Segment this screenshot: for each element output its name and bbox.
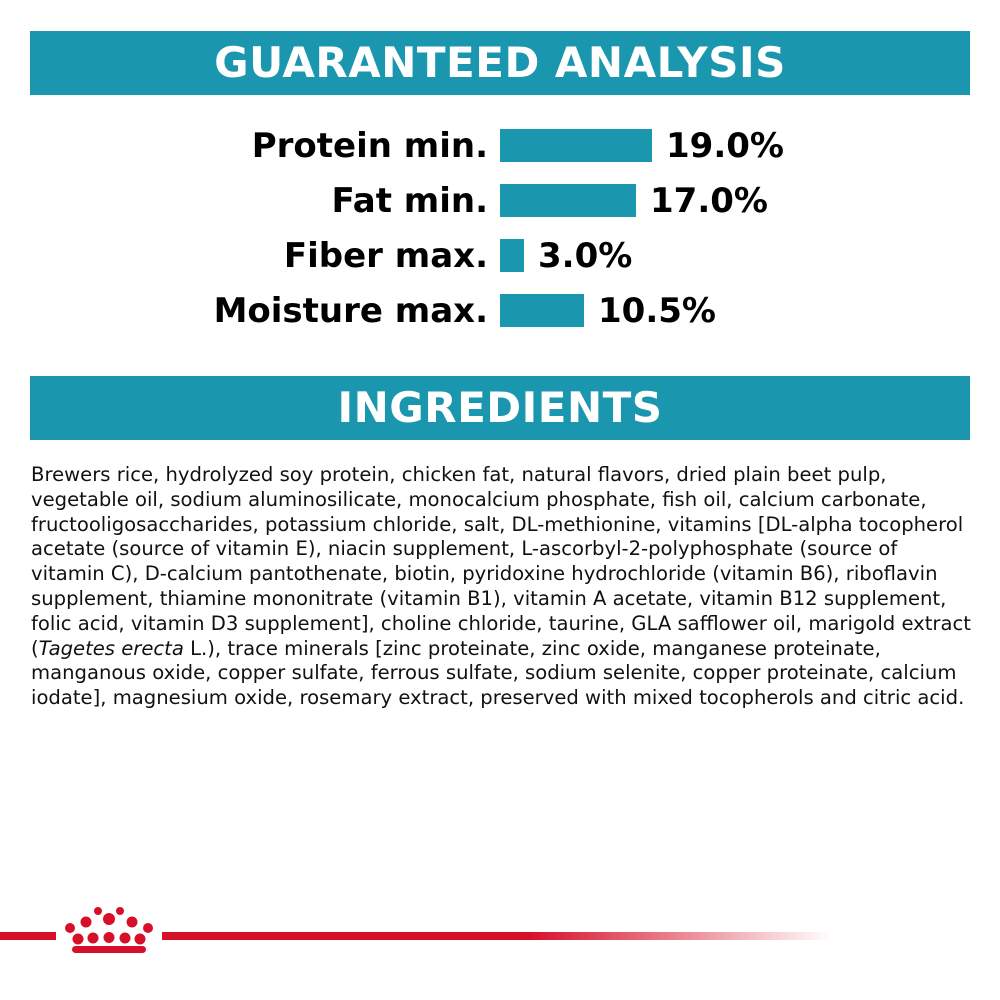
royal-canin-crown-icon <box>62 906 156 958</box>
analysis-row-protein <box>0 118 1000 174</box>
analysis-row-fat <box>0 173 1000 229</box>
nutrient-label: Fiber max. <box>283 236 488 276</box>
nutrient-value: 19.0% <box>666 126 784 166</box>
analysis-row-fiber <box>0 228 1000 284</box>
nutrient-value: 3.0% <box>538 236 633 276</box>
nutrient-label: Moisture max. <box>213 291 488 331</box>
guaranteed-analysis-banner <box>30 31 970 95</box>
ingredients-text-part: L.), trace minerals [zinc proteinate, zinc oxide, manganese proteinate, manganous oxide, copper sulfate, ferrous sulfate, sodium selenite, copper proteinate, calcium iodate], magnesium oxide, rosemary extract, preserved with mixed tocopherols and citric acid. <box>31 636 965 710</box>
nutrient-label: Fat min. <box>331 181 488 221</box>
ingredients-banner <box>30 376 970 440</box>
guaranteed-analysis-title: GUARANTEED ANALYSIS <box>214 38 786 87</box>
nutrient-bar <box>500 239 524 272</box>
nutrient-bar <box>500 129 652 162</box>
nutrient-bar <box>500 294 584 327</box>
nutrient-value: 17.0% <box>650 181 768 221</box>
nutrient-label: Protein min. <box>251 126 488 166</box>
nutrient-bar <box>500 184 636 217</box>
analysis-row-moisture <box>0 283 1000 339</box>
footer-brand-line-left <box>0 932 56 940</box>
ingredients-text-part: Brewers rice, hydrolyzed soy protein, chicken fat, natural flavors, dried plain beet pulp, vegetable oil, sodium aluminosilicate, monocalcium phosphate, fish oil, calcium carbonate, fructooligosaccharides, potassium chloride, salt, DL-methionine, vitamins [DL-alpha tocopherol acetate (source of vitamin E), niacin supplement, L-ascorbyl-2-polyphosphate (source of vitamin C), D-calcium pantothenate, biotin, pyridoxine hydrochloride (vitamin B6), riboflavin supplement, thiamine mononitrate (vitamin B1), vitamin A acetate, vitamin B12 supplement, folic acid, vitamin D3 supplement], choline chloride, taurine, GLA safflower oil, marigold extract ( <box>31 463 971 660</box>
ingredients-text <box>31 463 976 711</box>
ingredients-italic-species: Tagetes erecta <box>38 636 184 660</box>
nutrient-value: 10.5% <box>598 291 716 331</box>
footer-brand-line-right <box>162 932 832 940</box>
ingredients-title: INGREDIENTS <box>337 383 663 432</box>
